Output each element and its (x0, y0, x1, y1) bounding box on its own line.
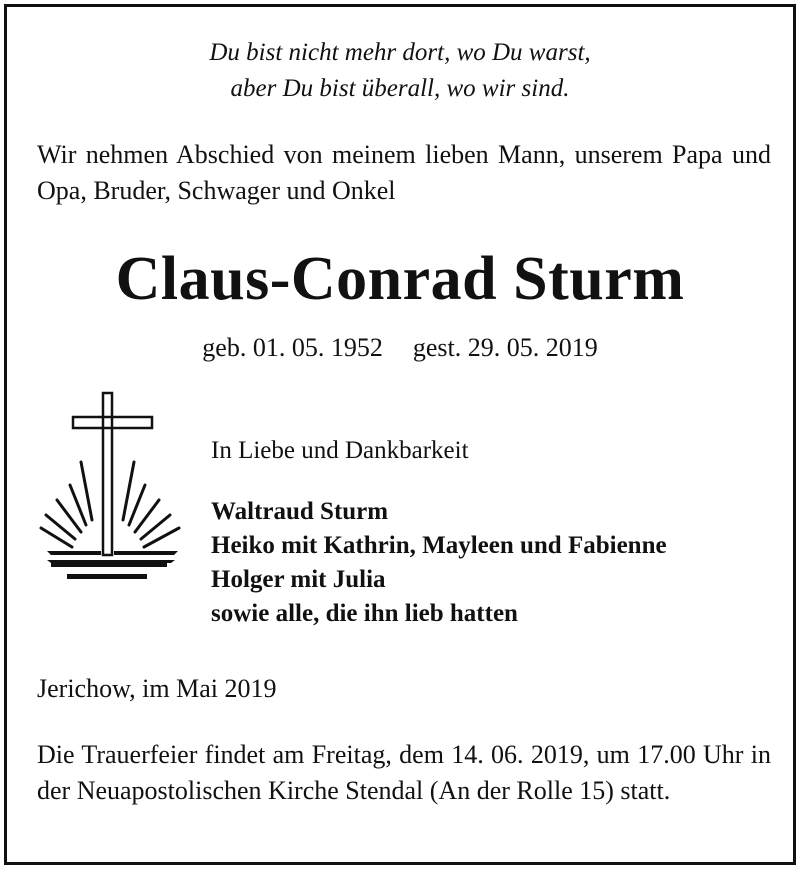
obituary-notice (4, 4, 796, 865)
love-line: In Liebe und Dankbarkeit (211, 437, 469, 464)
mourner-4: sowie alle, die ihn lieb hatten (211, 600, 518, 627)
mourner-3: Holger mit Julia (211, 566, 386, 593)
new-apostolic-cross-icon (37, 385, 187, 595)
mourner-1: Waltraud Sturm (211, 498, 389, 525)
quote-line-2: aber Du bist überall, wo wir sind. (230, 75, 570, 102)
memorial-quote (7, 35, 793, 107)
funeral-service-info: Die Trauerfeier findet am Freitag, dem 14. 06. 2019, um 17.00 Uhr in der Neuapostolischen Kirche Stendal (An der Rolle 15) statt. (37, 740, 771, 805)
place-and-date: Jerichow, im Mai 2019 (37, 674, 277, 703)
mourners-block (211, 433, 667, 631)
mourner-2: Heiko mit Kathrin, Mayleen und Fabienne (211, 532, 667, 559)
quote-line-1: Du bist nicht mehr dort, wo Du warst, (209, 39, 591, 66)
farewell-intro: Wir nehmen Abschied von meinem lieben Mann, unserem Papa und Opa, Bruder, Schwager und Onkel (37, 140, 771, 205)
deceased-name: Claus-Conrad Sturm (115, 245, 685, 313)
mourner-list (211, 495, 667, 631)
death-date: gest. 29. 05. 2019 (412, 333, 598, 362)
birth-date: geb. 01. 05. 1952 (202, 333, 383, 362)
life-dates (7, 331, 793, 365)
